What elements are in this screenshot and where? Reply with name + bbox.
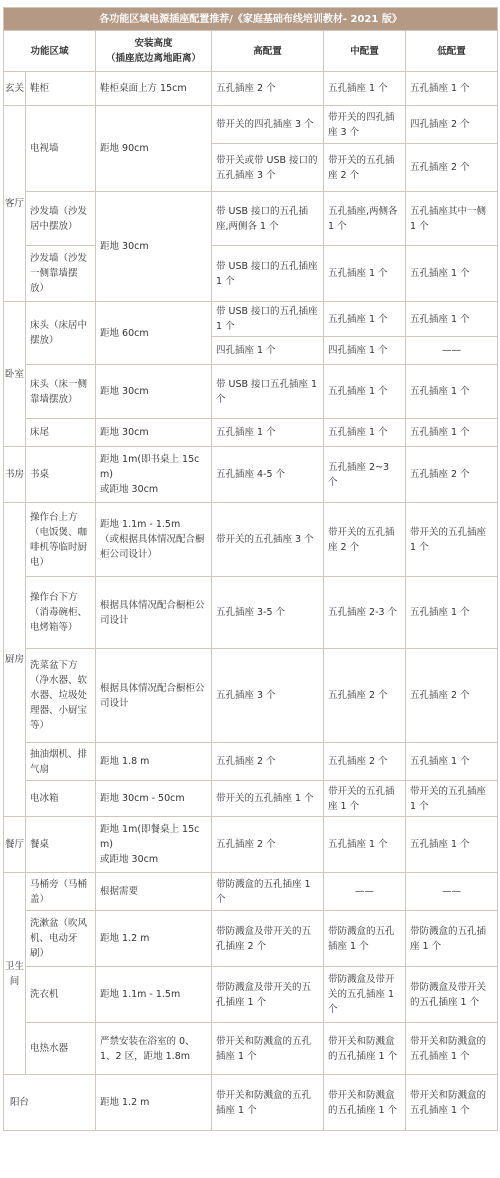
height-cell: 距地 1.1m - 1.5m	[96, 967, 212, 1023]
mid-cell: 带开关的五孔插座 1 个	[324, 781, 406, 817]
mid-cell: ——	[324, 873, 406, 911]
height-cell: 严禁安装在浴室的 0、1、2 区，距地 1.8m	[96, 1023, 212, 1075]
location-cell: 床头（床一侧靠墙摆放）	[26, 365, 96, 419]
location-cell: 操作台下方（消毒碗柜、电烤箱等）	[26, 577, 96, 649]
location-cell: 洗菜盆下方（净水器、软水器、垃圾处理器、小厨宝等）	[26, 649, 96, 743]
low-cell: 五孔插座 2 个	[406, 447, 498, 503]
mid-cell: 五孔插座 2 个	[324, 649, 406, 743]
high-cell: 带开关或带 USB 接口的五孔插座 3 个	[212, 144, 324, 192]
low-cell: 带开关和防溅盒的五孔插座 1 个	[406, 1075, 498, 1131]
low-cell: 带防溅盒及带开关的五孔插座 1 个	[406, 967, 498, 1023]
table-row	[4, 192, 498, 246]
header-low: 低配置	[406, 31, 498, 72]
high-cell: 带开关的五孔插座 1 个	[212, 781, 324, 817]
high-cell: 五孔插座 2 个	[212, 743, 324, 781]
height-cell: 根据具体情况配合橱柜公司设计	[96, 577, 212, 649]
high-cell: 带开关的五孔插座 3 个	[212, 503, 324, 577]
low-cell: 五孔插座 1 个	[406, 743, 498, 781]
title-row	[4, 8, 498, 31]
height-cell: 鞋柜桌面上方 15cm	[96, 72, 212, 106]
mid-cell: 五孔插座 1 个	[324, 817, 406, 873]
table-row	[4, 743, 498, 781]
low-cell: 五孔插座 1 个	[406, 817, 498, 873]
mid-cell: 四孔插座 1 个	[324, 337, 406, 365]
high-cell: 带防溅盒及带开关的五孔插座 1 个	[212, 967, 324, 1023]
location-cell: 抽油烟机、排气扇	[26, 743, 96, 781]
header-area: 功能区域	[4, 31, 96, 72]
table-row	[4, 447, 498, 503]
table-row	[4, 781, 498, 817]
height-cell: 距地 90cm	[96, 106, 212, 192]
mid-cell: 五孔插座 2-3 个	[324, 577, 406, 649]
height-cell: 距地 1.2 m	[96, 1075, 212, 1131]
mid-cell: 五孔插座 1 个	[324, 302, 406, 337]
table-row	[4, 967, 498, 1023]
mid-cell: 带防溅盒的五孔插座 1 个	[324, 911, 406, 967]
low-cell: 带防溅盒的五孔插座 1 个	[406, 911, 498, 967]
table-title: 各功能区域电源插座配置推荐/《家庭基础布线培训教材- 2021 版》	[4, 8, 498, 31]
low-cell: 五孔插座 2 个	[406, 144, 498, 192]
table-row	[4, 873, 498, 911]
table-row	[4, 106, 498, 144]
height-cell: 距地 30cm - 50cm	[96, 781, 212, 817]
location-cell: 操作台上方（电饭煲、咖啡机等临时厨电）	[26, 503, 96, 577]
location-cell: 电视墙	[26, 106, 96, 192]
high-cell: 带 USB 接口的五孔插座 1 个	[212, 246, 324, 302]
table-row	[4, 1075, 498, 1131]
mid-cell: 五孔插座 2 个	[324, 743, 406, 781]
height-cell: 距地 1.1m - 1.5m （或根据具体情况配合橱柜公司设计）	[96, 503, 212, 577]
high-cell: 带 USB 接口五孔插座 1 个	[212, 365, 324, 419]
height-cell: 根据需要	[96, 873, 212, 911]
area-entry: 玄关	[4, 72, 26, 106]
high-cell: 五孔插座 2 个	[212, 817, 324, 873]
location-cell: 鞋柜	[26, 72, 96, 106]
high-cell: 带 USB 接口的五孔插座 1 个	[212, 302, 324, 337]
table-row	[4, 246, 498, 302]
high-cell: 带防溅盒的五孔插座 1 个	[212, 873, 324, 911]
height-cell: 距地 1m(即书桌上 15cm) 或距地 30cm	[96, 447, 212, 503]
high-cell: 带开关和防溅盒的五孔插座 1 个	[212, 1075, 324, 1131]
table-row	[4, 365, 498, 419]
low-cell: 五孔插座 1 个	[406, 419, 498, 447]
location-cell: 马桶旁（马桶盖）	[26, 873, 96, 911]
mid-cell: 五孔插座,两侧各 1 个	[324, 192, 406, 246]
height-cell: 距地 30cm	[96, 192, 212, 302]
location-cell: 电热水器	[26, 1023, 96, 1075]
mid-cell: 带开关的五孔插座 2 个	[324, 144, 406, 192]
area-living: 客厅	[4, 106, 26, 302]
table-row	[4, 577, 498, 649]
table-row	[4, 911, 498, 967]
mid-cell: 五孔插座 1 个	[324, 365, 406, 419]
low-cell: ——	[406, 873, 498, 911]
mid-cell: 带开关和防溅盒的五孔插座 1 个	[324, 1075, 406, 1131]
mid-cell: 五孔插座 1 个	[324, 72, 406, 106]
table-row	[4, 817, 498, 873]
high-cell: 带开关的四孔插座 3 个	[212, 106, 324, 144]
low-cell: 带开关的五孔插座 1 个	[406, 781, 498, 817]
height-cell: 距地 60cm	[96, 302, 212, 365]
low-cell: 四孔插座 2 个	[406, 106, 498, 144]
mid-cell: 五孔插座 2~3 个	[324, 447, 406, 503]
high-cell: 五孔插座 2 个	[212, 72, 324, 106]
high-cell: 五孔插座 3 个	[212, 649, 324, 743]
location-cell: 床尾	[26, 419, 96, 447]
low-cell: 五孔插座 1 个	[406, 577, 498, 649]
location-cell: 洗漱盆（吹风机、电动牙刷）	[26, 911, 96, 967]
area-kitchen: 厨房	[4, 503, 26, 817]
header-row	[4, 31, 498, 72]
low-cell: 五孔插座 1 个	[406, 365, 498, 419]
high-cell: 五孔插座 4-5 个	[212, 447, 324, 503]
mid-cell: 带开关和防溅盒的五孔插座 1 个	[324, 1023, 406, 1075]
mid-cell: 五孔插座 1 个	[324, 419, 406, 447]
outlet-config-table-wrapper	[3, 7, 497, 1131]
height-cell: 根据具体情况配合橱柜公司设计	[96, 649, 212, 743]
location-cell: 电冰箱	[26, 781, 96, 817]
height-cell: 距地 1m(即餐桌上 15cm) 或距地 30cm	[96, 817, 212, 873]
height-cell: 距地 1.2 m	[96, 911, 212, 967]
mid-cell: 带开关的四孔插座 3 个	[324, 106, 406, 144]
outlet-config-table	[3, 7, 498, 1131]
mid-cell: 带防溅盒及带开关的五孔插座 1 个	[324, 967, 406, 1023]
location-cell: 餐桌	[26, 817, 96, 873]
high-cell: 带开关和防溅盒的五孔插座 1 个	[212, 1023, 324, 1075]
area-balcony: 阳台	[4, 1075, 96, 1131]
table-row	[4, 419, 498, 447]
height-cell: 距地 30cm	[96, 419, 212, 447]
low-cell: 五孔插座 2 个	[406, 649, 498, 743]
area-dining: 餐厅	[4, 817, 26, 873]
area-study: 书房	[4, 447, 26, 503]
table-row	[4, 503, 498, 577]
height-cell: 距地 1.8 m	[96, 743, 212, 781]
low-cell: ——	[406, 337, 498, 365]
low-cell: 五孔插座 1 个	[406, 72, 498, 106]
location-cell: 沙发墙（沙发一侧靠墙摆放）	[26, 246, 96, 302]
table-row	[4, 72, 498, 106]
header-high: 高配置	[212, 31, 324, 72]
table-row	[4, 1023, 498, 1075]
area-bath: 卫生间	[4, 873, 26, 1075]
header-height: 安装高度 （插座底边离地距离）	[96, 31, 212, 72]
low-cell: 带开关的五孔插座 1 个	[406, 503, 498, 577]
high-cell: 四孔插座 1 个	[212, 337, 324, 365]
mid-cell: 五孔插座 1 个	[324, 246, 406, 302]
area-bedroom: 卧室	[4, 302, 26, 447]
height-cell: 距地 30cm	[96, 365, 212, 419]
header-mid: 中配置	[324, 31, 406, 72]
location-cell: 沙发墙（沙发居中摆放）	[26, 192, 96, 246]
low-cell: 五孔插座 1 个	[406, 246, 498, 302]
low-cell: 五孔插座其中一侧 1 个	[406, 192, 498, 246]
high-cell: 五孔插座 3-5 个	[212, 577, 324, 649]
high-cell: 带防溅盒及带开关的五孔插座 2 个	[212, 911, 324, 967]
table-row	[4, 302, 498, 337]
low-cell: 带开关和防溅盒的五孔插座 1 个	[406, 1023, 498, 1075]
location-cell: 床头（床居中摆放）	[26, 302, 96, 365]
table-row	[4, 649, 498, 743]
location-cell: 洗衣机	[26, 967, 96, 1023]
high-cell: 五孔插座 1 个	[212, 419, 324, 447]
low-cell: 五孔插座 1 个	[406, 302, 498, 337]
high-cell: 带 USB 接口的五孔插座,两侧各 1 个	[212, 192, 324, 246]
mid-cell: 带开关的五孔插座 2 个	[324, 503, 406, 577]
location-cell: 书桌	[26, 447, 96, 503]
